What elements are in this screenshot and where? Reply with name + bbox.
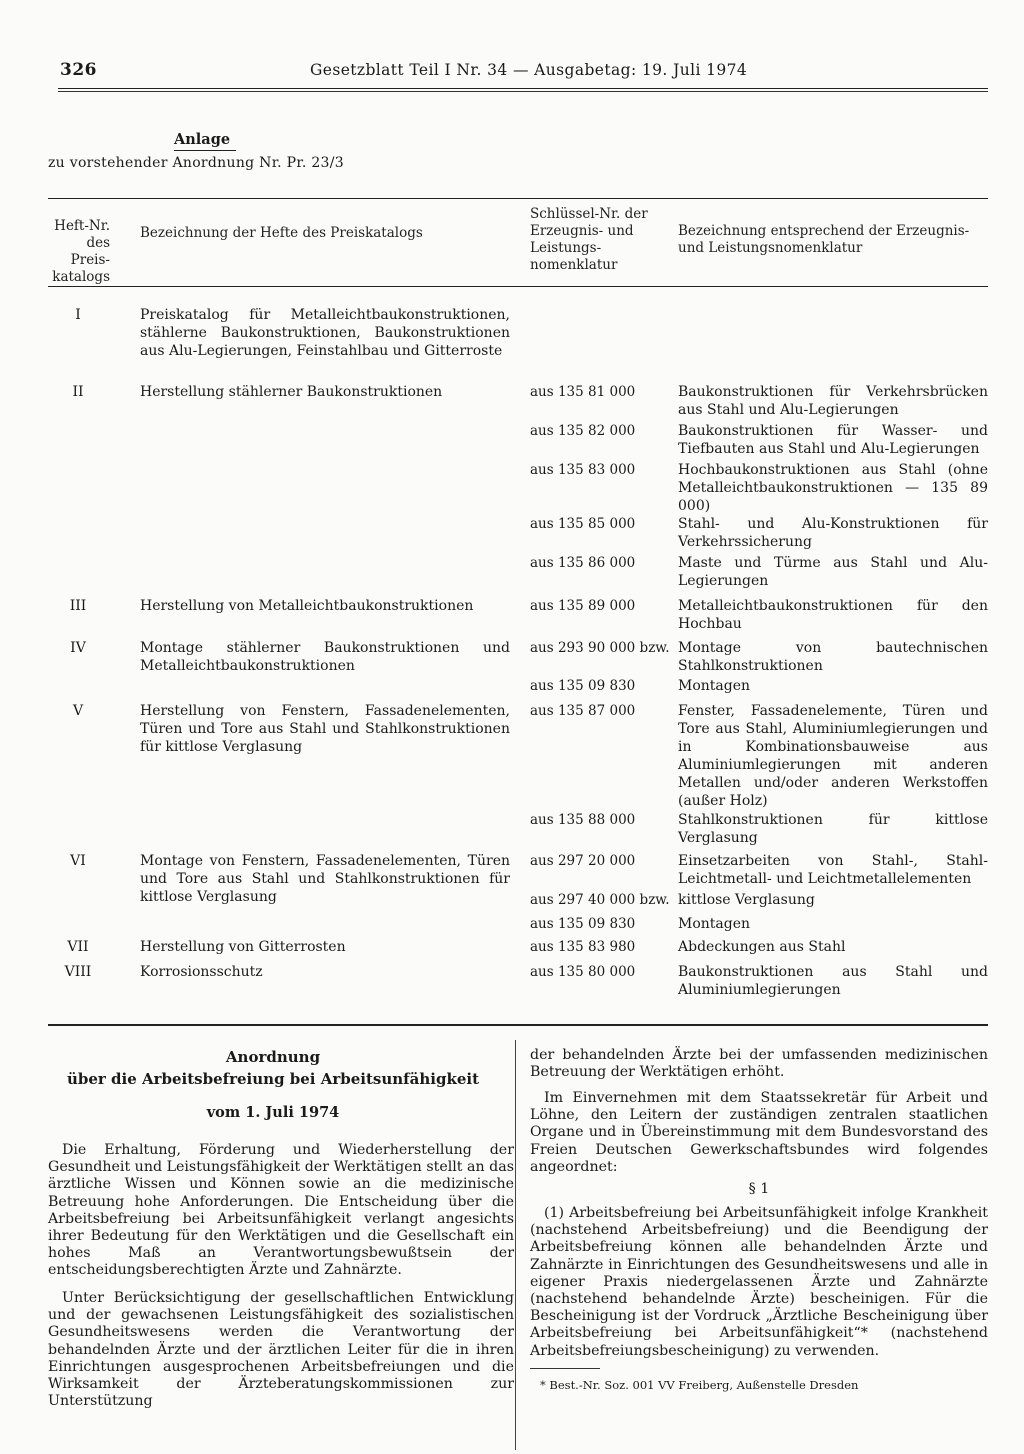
ordinance-subtitle: über die Arbeitsbefreiung bei Arbeitsunfähigkeit — [66, 1070, 480, 1088]
table-cell-heft-nr: IV — [70, 640, 86, 656]
table-cell-schluessel-nr: aus 135 85 000 — [530, 516, 636, 532]
left-paragraph-2: Unter Berücksichtigung der gesellschaftlichen Entwicklung und der gewachsenen Leistungsfähigkeit des sozialistischen Gesundheitswesens werden die Verantwortung der behandelnden Ärzte und der ärztlichen Leiter für die in ihren Einrichtungen ausgesprochenen Arbeitsbefreiungen und die Wirksamkeit der Ärzteberatungskommissionen zur Unterstützung — [48, 1290, 514, 1410]
table-cell-heft-nr: III — [69, 598, 87, 614]
table-cell-heft-nr: II — [72, 384, 84, 400]
page-header-title: Gesetzblatt Teil I Nr. 34 — Ausgabetag: 19. Juli 1974 — [310, 61, 748, 79]
table-cell-heft-bezeichnung: Montage stählerner Baukonstruktionen und Metalleichtbaukonstruktionen — [140, 640, 510, 674]
table-cell-heft-bezeichnung: Preiskatalog für Metalleichtbaukonstruktionen, stählerne Baukonstruktionen, Baukonstruktionen aus Alu-Legierungen, Feinstahlbau und Gitterroste — [140, 307, 510, 359]
table-cell-nomenklatur-bezeichnung: Montagen — [678, 916, 751, 932]
table-cell-heft-nr: VII — [67, 939, 89, 955]
right-paragraph-1: der behandelnden Ärzte bei der umfassenden medizinischen Betreuung der Werktätigen erhöht. — [530, 1047, 988, 1081]
table-cell-nomenklatur-bezeichnung: Stahl- und Alu-Konstruktionen für Verkehrssicherung — [678, 516, 988, 550]
table-cell-nomenklatur-bezeichnung: Fenster, Fassadenelemente, Türen und Tore aus Stahl, Aluminiumlegierungen und in Kombinationsbauweise aus Aluminiumlegierungen mit anderen Metallen und/oder anderen Werkstoffen (außer Holz) — [678, 703, 988, 809]
table-cell-schluessel-nr: aus 135 09 830 — [530, 916, 636, 932]
table-cell-heft-bezeichnung: Herstellung von Gitterrosten — [140, 939, 346, 955]
table-header-rule — [48, 286, 988, 287]
table-header-heft-nr: Heft-Nr. des Preis-katalogs — [52, 218, 110, 285]
section-rule — [48, 1024, 988, 1026]
footnote-rule — [530, 1368, 600, 1369]
table-header-bezeichnung-hefte: Bezeichnung der Hefte des Preiskatalogs — [140, 225, 423, 241]
header-rule-secondary — [58, 91, 988, 92]
table-cell-schluessel-nr: aus 135 86 000 — [530, 555, 636, 571]
table-top-rule — [48, 198, 988, 199]
table-cell-schluessel-nr: aus 135 81 000 — [530, 384, 636, 400]
table-cell-schluessel-nr: aus 135 87 000 — [530, 703, 636, 719]
table-cell-nomenklatur-bezeichnung: kittlose Verglasung — [678, 892, 815, 908]
left-paragraph-1: Die Erhaltung, Förderung und Wiederherstellung der Gesundheit und Leistungsfähigkeit der Werktätigen stellt an das ärztliche Wissen und Können sowie an die medizinische Betreuung hohe Anforderungen. Die Entscheidung über die Arbeitsbefreiung bei Arbeitsunfähigkeit verlangt angesichts ihrer Bedeutung für den Werktätigen und die Gesellschaft ein hohes Maß an Verantwortungsbewußtsein der entscheidungsberechtigten Ärzte und Zahnärzte. — [48, 1142, 514, 1279]
table-cell-nomenklatur-bezeichnung: Montagen — [678, 678, 751, 694]
table-cell-nomenklatur-bezeichnung: Montage von bautechnischen Stahlkonstruktionen — [678, 640, 988, 674]
table-cell-nomenklatur-bezeichnung: Abdeckungen aus Stahl — [678, 939, 846, 955]
anlage-title: Anlage — [174, 131, 231, 148]
table-cell-heft-nr: V — [72, 703, 84, 719]
table-cell-schluessel-nr: aus 135 09 830 — [530, 678, 636, 694]
table-cell-nomenklatur-bezeichnung: Metalleichtbaukonstruktionen für den Hochbau — [678, 598, 988, 632]
table-cell-schluessel-nr: aus 135 88 000 — [530, 812, 636, 828]
table-cell-heft-nr: VIII — [64, 964, 92, 980]
ordinance-date: vom 1. Juli 1974 — [206, 1104, 340, 1121]
table-cell-heft-bezeichnung: Montage von Fenstern, Fassadenelementen, Türen und Tore aus Stahl und Stahlkonstruktionen für kittlose Verglasung — [140, 853, 510, 905]
table-cell-heft-nr: I — [75, 307, 81, 323]
table-cell-nomenklatur-bezeichnung: Stahlkonstruktionen für kittlose Verglasung — [678, 812, 988, 846]
table-cell-heft-bezeichnung: Herstellung von Fenstern, Fassadenelementen, Türen und Tore aus Stahl und Stahlkonstruktionen für kittlose Verglasung — [140, 703, 510, 755]
section-mark: § 1 — [748, 1181, 770, 1197]
header-rule — [58, 88, 988, 89]
table-cell-nomenklatur-bezeichnung: Baukonstruktionen für Verkehrsbrücken aus Stahl und Alu-Legierungen — [678, 384, 988, 418]
table-cell-heft-bezeichnung: Herstellung stählerner Baukonstruktionen — [140, 384, 443, 400]
footnote: * Best.-Nr. Soz. 001 VV Freiberg, Außenstelle Dresden — [540, 1378, 859, 1392]
table-header-schluessel-nr: Schlüssel-Nr. der Erzeugnis- und Leistungs-nomenklatur — [530, 206, 648, 273]
table-cell-schluessel-nr: aus 297 20 000 — [530, 853, 636, 869]
table-cell-nomenklatur-bezeichnung: Einsetzarbeiten von Stahl-, Stahl-Leichtmetall- und Leichtmetallelementen — [678, 853, 988, 887]
anlage-subtitle: zu vorstehender Anordnung Nr. Pr. 23/3 — [48, 155, 344, 171]
table-cell-schluessel-nr: aus 135 89 000 — [530, 598, 636, 614]
table-cell-schluessel-nr: aus 297 40 000 bzw. — [530, 892, 670, 908]
table-header-bezeichnung-nomenklatur: Bezeichnung entsprechend der Erzeugnis- und Leistungsnomenklatur — [678, 223, 970, 256]
table-cell-schluessel-nr: aus 135 83 000 — [530, 462, 636, 478]
table-cell-heft-bezeichnung: Herstellung von Metalleichtbaukonstruktionen — [140, 598, 474, 614]
table-cell-nomenklatur-bezeichnung: Baukonstruktionen für Wasser- und Tiefbauten aus Stahl und Alu-Legierungen — [678, 423, 988, 457]
ordinance-title: Anordnung — [225, 1048, 321, 1066]
section-1-text: (1) Arbeitsbefreiung bei Arbeitsunfähigkeit infolge Krankheit (nachstehend Arbeitsbefreiung) und die Beendigung der Arbeitsbefreiung können alle behandelnden Ärzte und Zahnärzte in Einrichtungen des Gesundheitswesens und alle in eigener Praxis niedergelassenen Ärzte und Zahnärzte (nachstehend behandelnde Ärzte) bescheinigen. Für die Bescheinigung ist der Vordruck „Ärztliche Bescheinigung über Arbeitsbefreiung bei Arbeitsunfähigkeit“* (nachstehend Arbeitsbefreiungsbescheinigung) zu verwenden. — [530, 1205, 988, 1359]
column-separator — [515, 1040, 516, 1450]
table-cell-schluessel-nr: aus 135 80 000 — [530, 964, 636, 980]
table-cell-nomenklatur-bezeichnung: Hochbaukonstruktionen aus Stahl (ohne Metalleichtbaukonstruktionen — 135 89 000) — [678, 462, 988, 514]
table-cell-schluessel-nr: aus 293 90 000 bzw. — [530, 640, 670, 656]
page-number: 326 — [60, 60, 97, 80]
right-paragraph-2: Im Einvernehmen mit dem Staatssekretär für Arbeit und Löhne, den Leitern der zuständigen zentralen staatlichen Organe und in Übereinstimmung mit dem Bundesvorstand des Freien Deutschen Gewerkschaftsbundes wird folgendes angeordnet: — [530, 1090, 988, 1175]
table-cell-nomenklatur-bezeichnung: Maste und Türme aus Stahl und Alu-Legierungen — [678, 555, 988, 589]
table-cell-schluessel-nr: aus 135 82 000 — [530, 423, 636, 439]
table-cell-nomenklatur-bezeichnung: Baukonstruktionen aus Stahl und Aluminiumlegierungen — [678, 964, 988, 998]
table-cell-heft-bezeichnung: Korrosionsschutz — [140, 964, 263, 980]
table-cell-schluessel-nr: aus 135 83 980 — [530, 939, 636, 955]
table-cell-heft-nr: VI — [70, 853, 86, 869]
